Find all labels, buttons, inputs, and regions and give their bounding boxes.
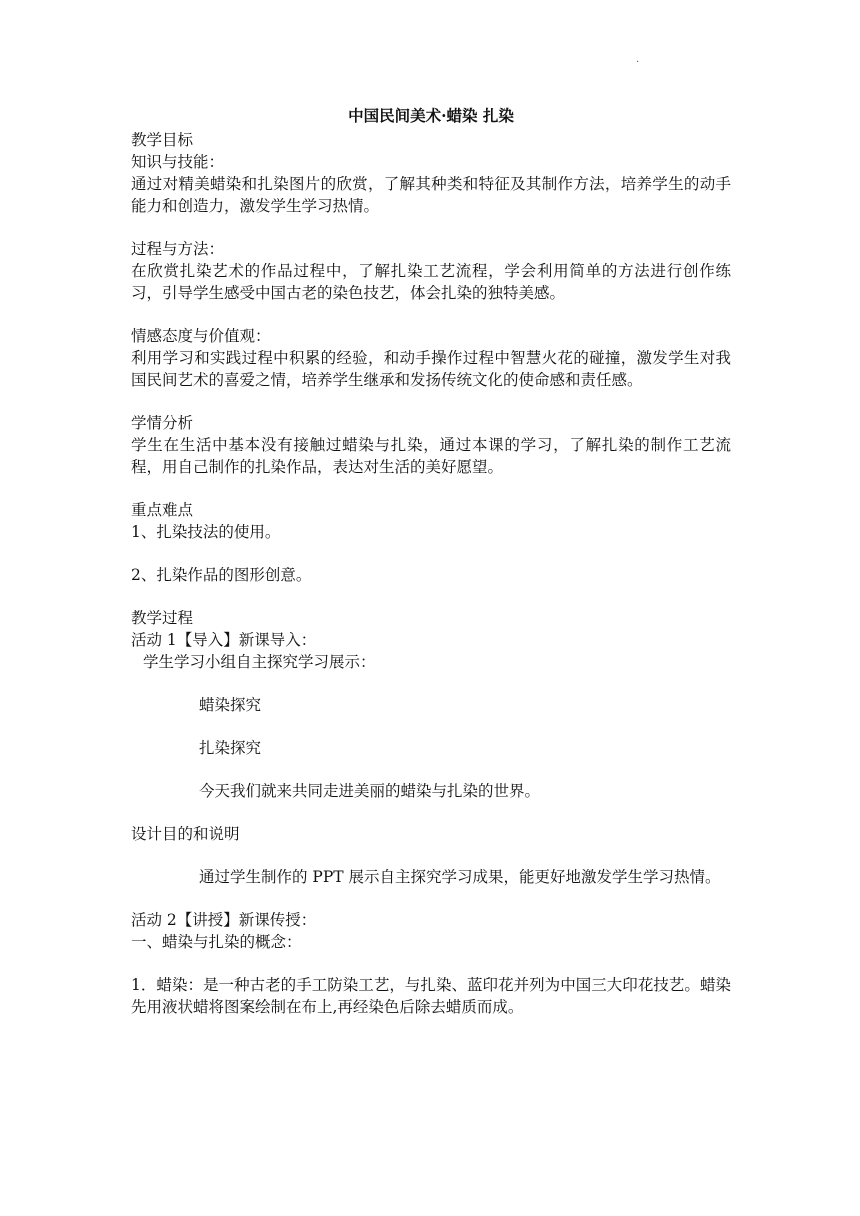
- knowledge-paragraph: 通过对精美蜡染和扎染图片的欣赏，了解其种类和特征及其制作方法，培养学生的动手能力和创造力，激发学生学习热情。: [131, 175, 731, 215]
- analysis-heading: 学情分析: [131, 414, 194, 432]
- process-paragraph: 在欣赏扎染艺术的作品过程中，了解扎染工艺流程，学会利用简单的方法进行创作练习，引导学生感受中国古老的染色技艺，体会扎染的独特美感。: [131, 262, 731, 302]
- concept-paragraph: 1．蜡染：是一种古老的手工防染工艺，与扎染、蓝印花并列为中国三大印花技艺。蜡染先用液状蜡将图案绘制在布上,再经染色后除去蜡质而成。: [131, 976, 731, 1016]
- activity1-intro: 学生学习小组自主探究学习展示：: [143, 653, 376, 671]
- keypoint-item: 1、扎染技法的使用。: [131, 523, 281, 541]
- goals-heading: 教学目标: [131, 131, 194, 149]
- process-heading: 过程与方法：: [131, 240, 225, 258]
- emotion-heading: 情感态度与价值观：: [131, 327, 271, 345]
- activity1-heading: 活动 1【导入】新课导入：: [131, 631, 317, 649]
- design-heading: 设计目的和说明: [131, 825, 240, 843]
- activity1-item: 蜡染探究: [199, 696, 262, 714]
- concept-heading: 一、蜡染与扎染的概念：: [131, 933, 302, 951]
- procedure-heading: 教学过程: [131, 609, 194, 627]
- activity1-item: 今天我们就来共同走进美丽的蜡染与扎染的世界。: [199, 782, 541, 800]
- document-title: 中国民间美术·蜡染 扎染: [348, 106, 514, 125]
- activity2-heading: 活动 2【讲授】新课传授：: [131, 911, 317, 929]
- page-dot-mark: .: [636, 54, 640, 65]
- document-body: [131, 103, 731, 1018]
- emotion-paragraph: 利用学习和实践过程中积累的经验，和动手操作过程中智慧火花的碰撞，激发学生对我国民间艺术的喜爱之情，培养学生继承和发扬传统文化的使命感和责任感。: [131, 349, 731, 389]
- analysis-paragraph: 学生在生活中基本没有接触过蜡染与扎染，通过本课的学习，了解扎染的制作工艺流程，用自己制作的扎染作品，表达对生活的美好愿望。: [131, 436, 731, 476]
- knowledge-heading: 知识与技能：: [131, 153, 225, 171]
- keypoints-heading: 重点难点: [131, 501, 194, 519]
- keypoint-item: 2、扎染作品的图形创意。: [131, 566, 312, 584]
- activity1-item: 扎染探究: [199, 739, 262, 757]
- design-paragraph: 通过学生制作的 PPT 展示自主探究学习成果，能更好地激发学生学习热情。: [199, 868, 721, 886]
